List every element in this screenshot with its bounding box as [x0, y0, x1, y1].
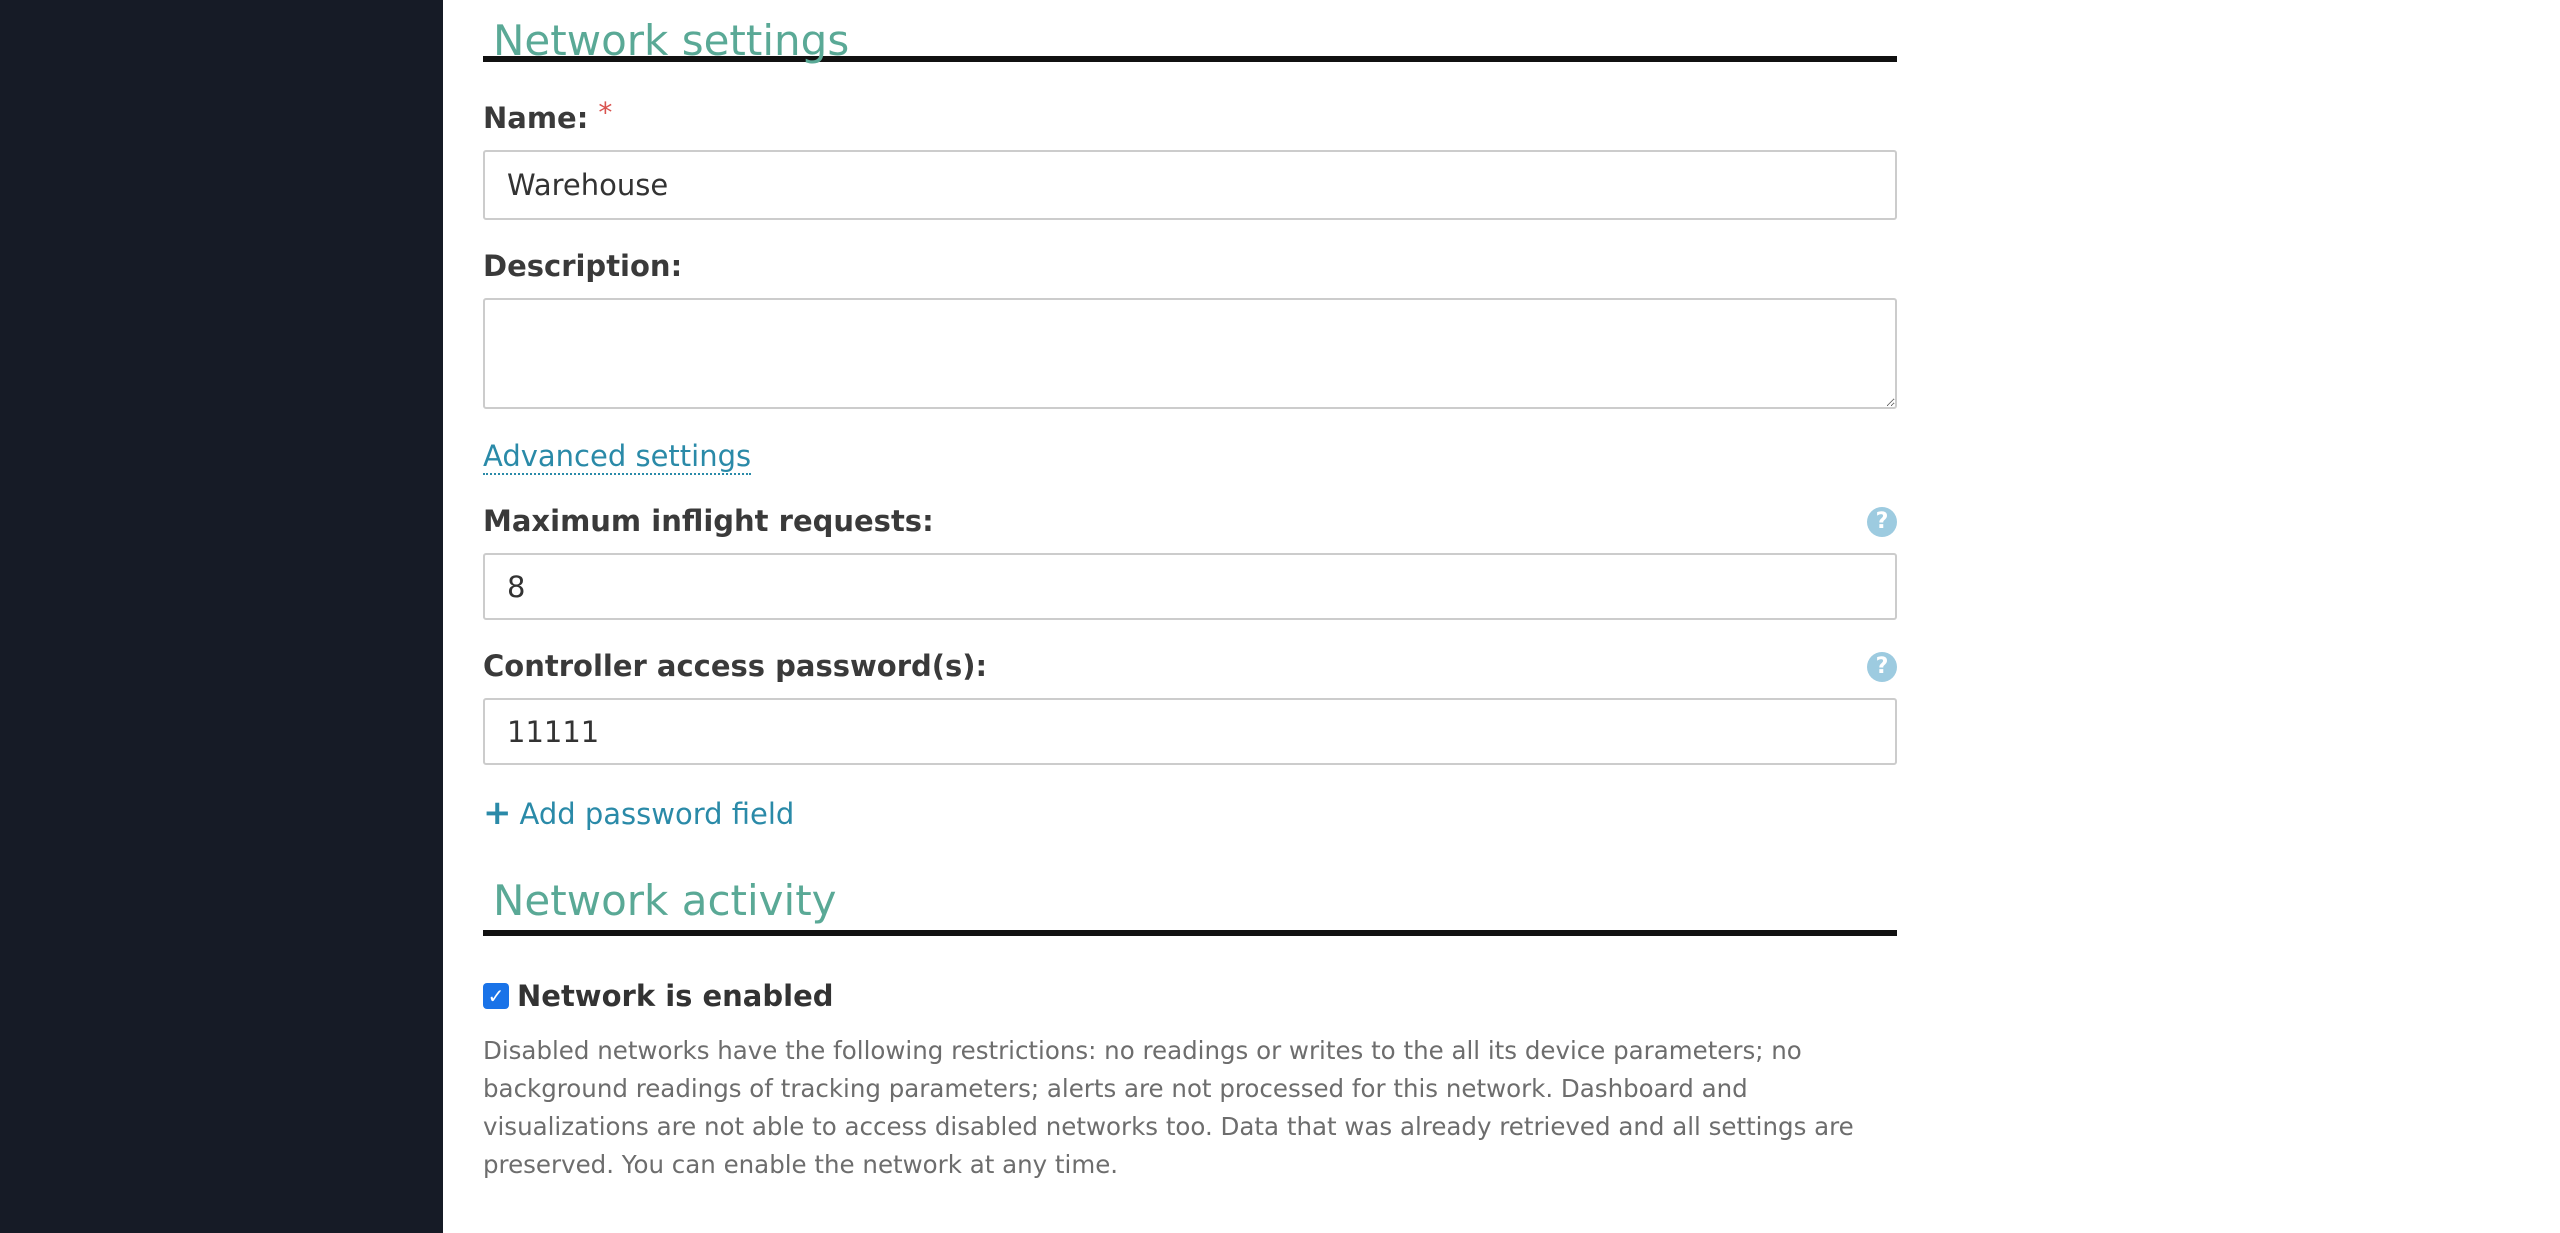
password-input[interactable]	[483, 698, 1897, 765]
password-label	[483, 648, 1897, 684]
password-label-text: Controller access password(s):	[483, 649, 988, 683]
add-password-field-link[interactable]	[483, 795, 794, 832]
max-inflight-input[interactable]	[483, 553, 1897, 620]
network-settings-title: Network settings	[483, 0, 1897, 62]
network-enabled-label[interactable]: Network is enabled	[517, 979, 834, 1013]
required-mark: *	[598, 96, 613, 129]
network-enabled-checkbox[interactable]: ✓	[483, 983, 509, 1009]
add-password-field-text: Add password field	[519, 797, 795, 831]
network-enabled-row[interactable]	[483, 978, 1897, 1014]
network-form	[483, 0, 1897, 1184]
help-icon[interactable]: ?	[1867, 652, 1897, 682]
name-label-text: Name:	[483, 101, 589, 135]
max-inflight-label-text: Maximum inflight requests:	[483, 504, 934, 538]
max-inflight-label	[483, 503, 1897, 539]
help-icon[interactable]: ?	[1867, 507, 1897, 537]
network-activity-title: Network activity	[483, 876, 1897, 936]
advanced-settings-link[interactable]: Advanced settings	[483, 439, 752, 473]
network-enabled-help-text: Disabled networks have the following restrictions: no readings or writes to the all its device parameters; no background readings of tracking parameters; alerts are not processed for this network. Dashboard and visualizations are not able to access disabled networks too. Data that was already retrieved and all settings are preserved. You can enable the network at any time.	[483, 1036, 1854, 1179]
name-input[interactable]	[483, 150, 1897, 220]
plus-icon: +	[483, 793, 512, 833]
description-textarea[interactable]	[483, 298, 1897, 409]
sidebar	[0, 0, 443, 1233]
description-label: Description:	[483, 249, 683, 283]
name-label	[483, 96, 1897, 136]
